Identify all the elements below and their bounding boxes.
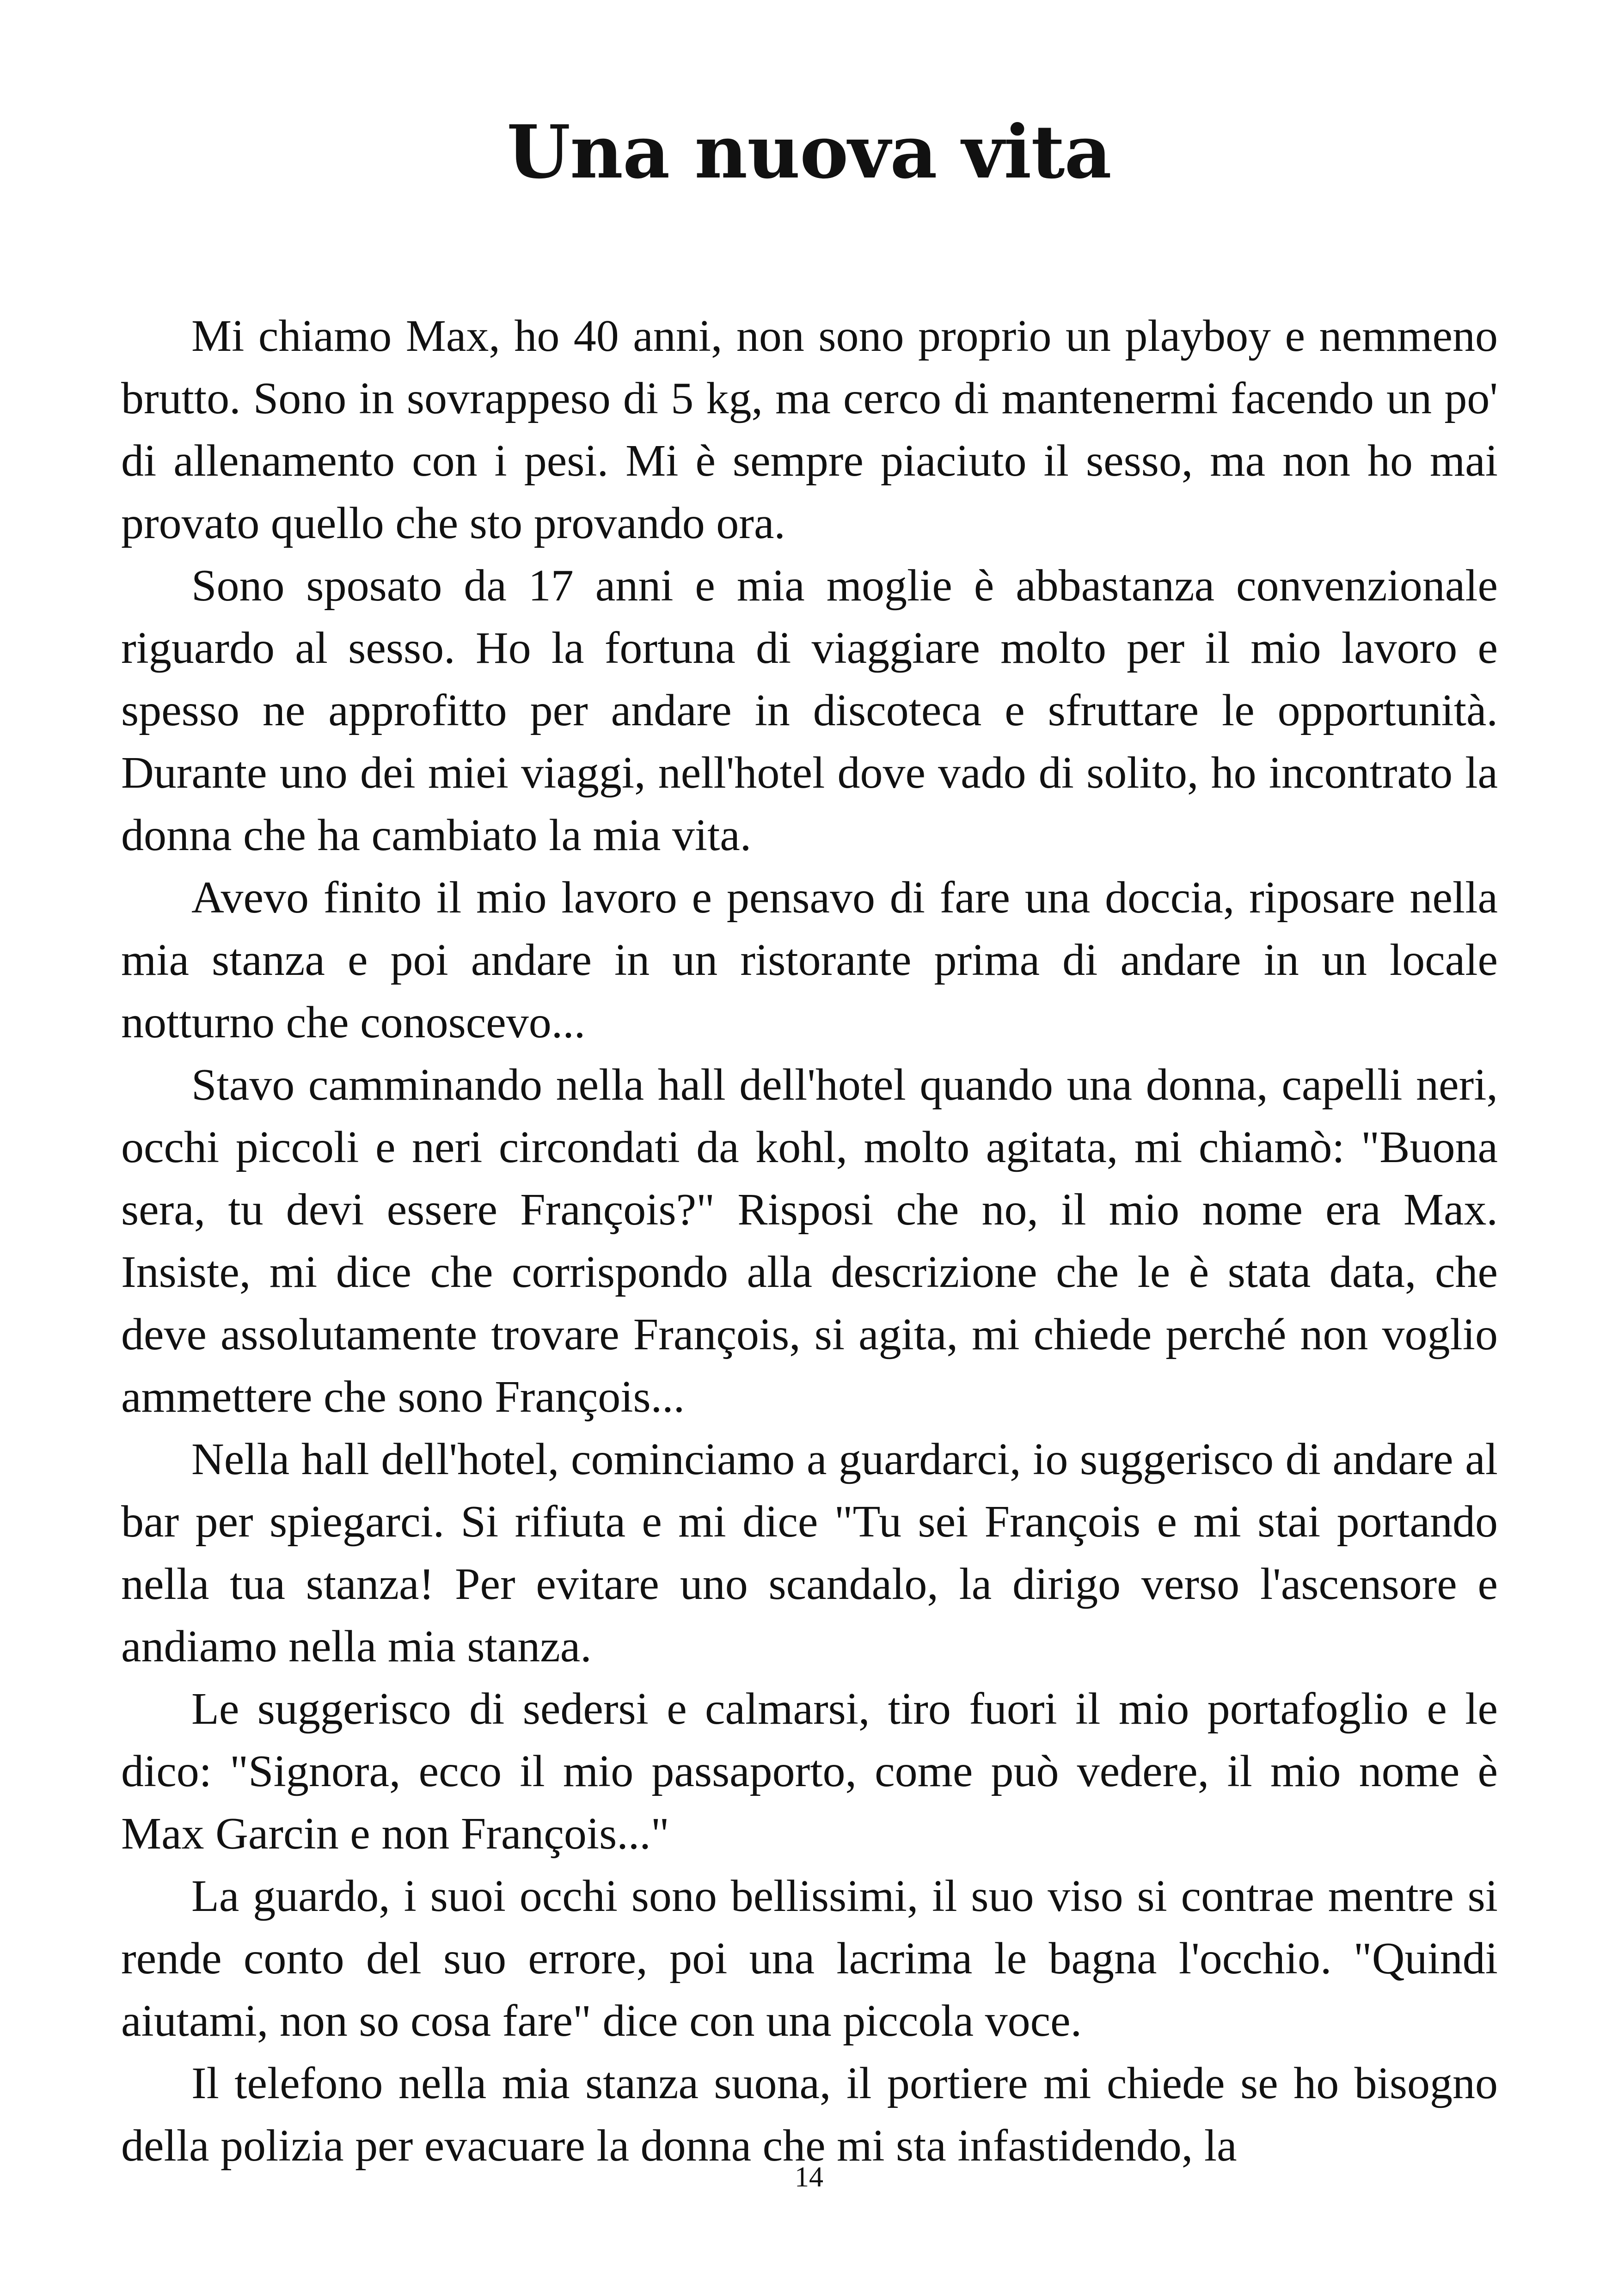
paragraph: Sono sposato da 17 anni e mia moglie è abbastanza convenzionale riguardo al sesso. Ho la fortuna di viaggiare molto per il mio lavoro e spesso ne approfitto per andare in discoteca e sfruttare le opportunità. Durante uno dei miei viaggi, nell'hotel dove vado di solito, ho incontrato la donna che ha cambiato la mia vita. — [121, 561, 1498, 860]
paragraph: Il telefono nella mia stanza suona, il portiere mi chiede se ho bisogno della polizia per evacuare la donna che mi sta infastidendo, la — [121, 2058, 1498, 2171]
page-number: 14 — [795, 2161, 823, 2193]
paragraph: Le suggerisco di sedersi e calmarsi, tiro fuori il mio portafoglio e le dico: "Signora, ecco il mio passaporto, come può vedere, il mio nome è Max Garcin e non François..." — [121, 1684, 1498, 1859]
paragraph: Stavo camminando nella hall dell'hotel quando una donna, capelli neri, occhi piccoli e neri circondati da kohl, molto agitata, mi chiamò: "Buona sera, tu devi essere François?" Risposi che no, il mio nome era Max. Insiste, mi dice che corrispondo alla descrizione che le è stata data, che deve assolutamente trovare François, si agita, mi chiede perché non voglio ammettere che sono François... — [121, 1060, 1498, 1422]
chapter-title: Una nuova vita — [507, 110, 1111, 195]
paragraph: Nella hall dell'hotel, cominciamo a guardarci, io suggerisco di andare al bar per spiegarci. Si rifiuta e mi dice "Tu sei François e mi stai portando nella tua stanza! Per evitare uno scandalo, la dirigo verso l'ascensore e andiamo nella mia stanza. — [121, 1434, 1498, 1671]
paragraph: La guardo, i suoi occhi sono bellissimi, il suo viso si contrae mentre si rende conto del suo errore, poi una lacrima le bagna l'occhio. "Quindi aiutami, non so cosa fare" dice con una piccola voce. — [121, 1871, 1498, 2046]
paragraph: Avevo finito il mio lavoro e pensavo di fare una doccia, riposare nella mia stanza e poi andare in un ristorante prima di andare in un locale notturno che conoscevo... — [121, 873, 1498, 1047]
paragraph: Mi chiamo Max, ho 40 anni, non sono proprio un playboy e nemmeno brutto. Sono in sovrappeso di 5 kg, ma cerco di mantenermi facendo un po' di allenamento con i pesi. Mi è sempre piaciuto il sesso, ma non ho mai provato quello che sto provando ora. — [121, 311, 1498, 548]
chapter-body — [121, 305, 1498, 2177]
